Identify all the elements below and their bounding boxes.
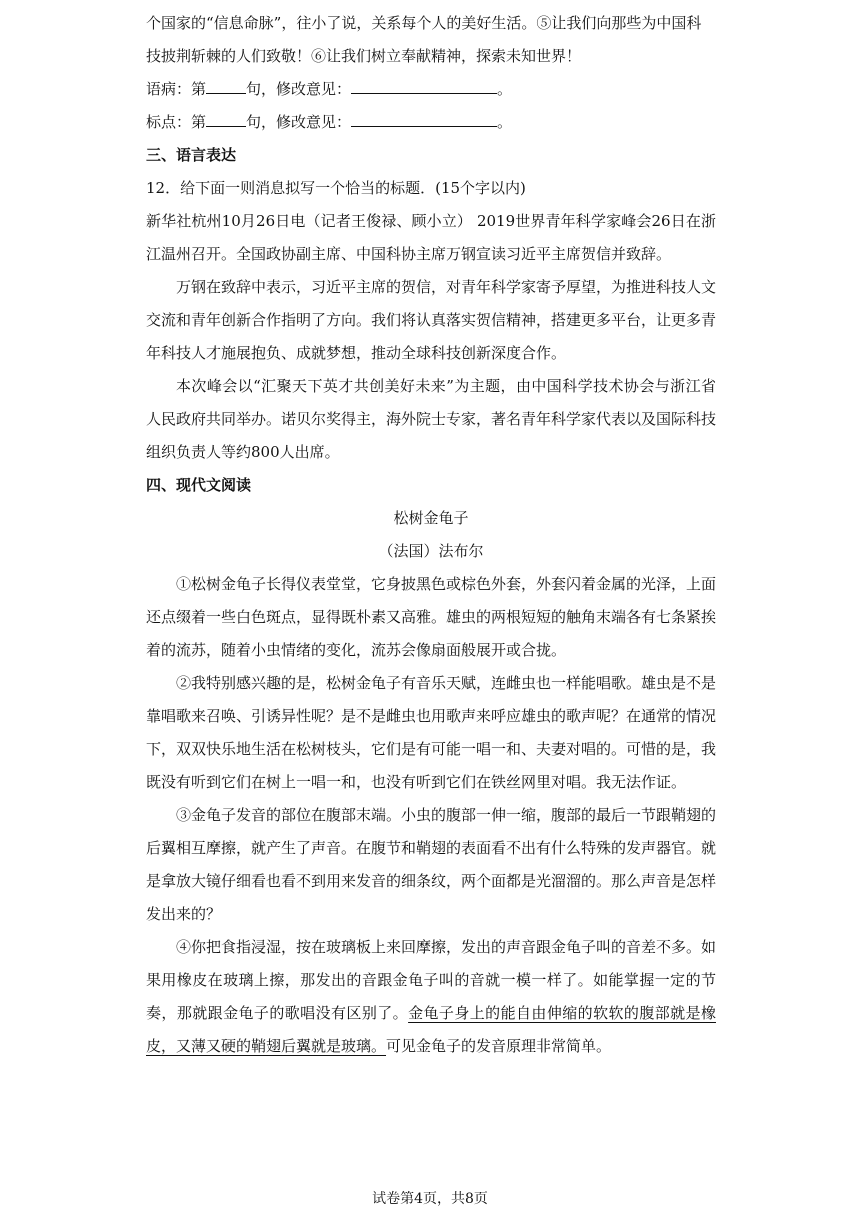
page-footer: 试卷第4页，共8页 — [372, 1191, 488, 1207]
section-heading-modern-reading: 四、现代文阅读 — [146, 476, 252, 494]
yubing-sentence-blank[interactable] — [206, 79, 246, 94]
yubing-advice-blank[interactable] — [351, 79, 497, 94]
page-content — [146, 0, 716, 1063]
news-paragraph-1: 新华社杭州10月26日电（记者王俊禄、顾小立） 2019世界青年科学家峰会26日在浙江温州召开。全国政协副主席、中国科协主席万钢宣读习近平主席贺信并致辞。 — [146, 212, 716, 263]
intro-line-1: 个国家的“信息命脉”，往小了说，关系每个人的美好生活。⑤让我们向那些为中国科 — [146, 14, 702, 32]
biaodian-sentence-blank[interactable] — [206, 112, 246, 127]
article-paragraph-4: ④你把食指浸湿，按在玻璃板上来回摩擦，发出的声音跟金龟子叫的音差不多。如果用橡皮在玻璃上擦，那发出的音跟金龟子叫的音就一模一样了。如能掌握一定的节奏，那就跟金龟子的歌唱没有区别了。金龟子身上的能自由伸缩的软软的腹部就是橡皮，又薄又硬的鞘翅后翼就是玻璃。可见金龟子的发音原理非常简单。 — [146, 938, 717, 1055]
biaodian-answer-line: 标点：第 句，修改意见： 。 — [146, 113, 513, 131]
question-12: 12．给下面一则消息拟写一个恰当的标题．(15个字以内) — [146, 179, 526, 197]
biaodian-advice-blank[interactable] — [351, 112, 497, 127]
yubing-answer-line: 语病：第 句，修改意见： 。 — [146, 80, 513, 98]
article-author: （法国）法布尔 — [378, 542, 484, 560]
article-paragraph-3: ③金龟子发音的部位在腹部末端。小虫的腹部一伸一缩，腹部的最后一节跟鞘翅的后翼相互摩擦，就产生了声音。在腹节和鞘翅的表面看不出有什么特殊的发声器官。就是拿放大镜仔细看也看不到用来发音的细条纹，两个面都是光溜溜的。那么声音是怎样发出来的？ — [146, 806, 717, 923]
underlined-sentence: 金龟子身上的能自由伸缩的软软的腹部就是橡皮，又薄又硬的鞘翅后翼就是玻璃。 — [146, 1004, 716, 1055]
news-paragraph-3: 本次峰会以“汇聚天下英才共创美好未来”为主题，由中国科学技术协会与浙江省人民政府共同举办。诺贝尔奖得主，海外院士专家，著名青年科学家代表以及国际科技组织负责人等约800人出席。 — [146, 377, 717, 461]
article-title: 松树金龟子 — [393, 509, 469, 527]
article-paragraph-1: ①松树金龟子长得仪表堂堂，它身披黑色或棕色外套，外套闪着金属的光泽，上面还点缀着一些白色斑点，显得既朴素又高雅。雄虫的两根短短的触角末端各有七条紧挨着的流苏，随着小虫情绪的变化，流苏会像扇面般展开或合拢。 — [146, 575, 717, 659]
news-paragraph-2: 万钢在致辞中表示，习近平主席的贺信，对青年科学家寄予厚望，为推进科技人文交流和青年创新合作指明了方向。我们将认真落实贺信精神，搭建更多平台，让更多青年科技人才施展抱负、成就梦想，推动全球科技创新深度合作。 — [146, 278, 717, 362]
section-heading-language-expression: 三、语言表达 — [146, 146, 237, 164]
intro-line-2: 技披荆斩棘的人们致敬！⑥让我们树立奉献精神，探索未知世界！ — [146, 47, 582, 65]
article-paragraph-2: ②我特别感兴趣的是，松树金龟子有音乐天赋，连雌虫也一样能唱歌。雄虫是不是靠唱歌来召唤、引诱异性呢？是不是雌虫也用歌声来呼应雄虫的歌声呢？在通常的情况下，双双快乐地生活在松树枝头，它们是有可能一唱一和、夫妻对唱的。可惜的是，我既没有听到它们在树上一唱一和，也没有听到它们在铁丝网里对唱。我无法作证。 — [146, 674, 717, 791]
